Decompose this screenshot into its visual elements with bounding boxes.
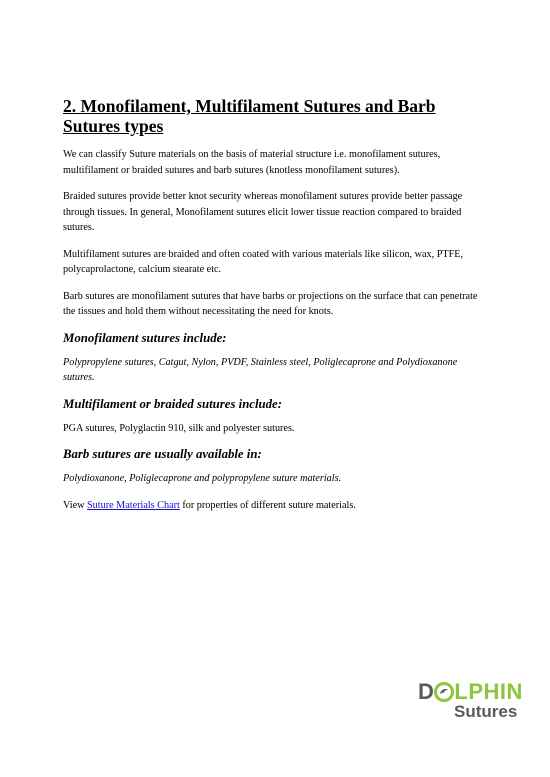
logo-letters-rest: LPHIN [454,679,523,704]
paragraph-braided-vs-mono: Braided sutures provide better knot security whereas monofilament sutures provide better passage through tissues. In general, Monofilament sutures elicit lower tissue reaction compared to braided sutures. [63,191,463,233]
dolphin-icon [434,682,454,702]
logo-letter-d: D [418,679,435,704]
section-heading-multifilament: Multifilament or braided sutures include: [63,396,282,411]
suture-materials-chart-link[interactable]: Suture Materials Chart [87,499,180,511]
document-content [63,96,489,524]
barb-list: Polydioxanone, Poliglecaprone and polypropylene suture materials. [63,473,342,484]
multifilament-list: PGA sutures, Polyglactin 910, silk and polyester sutures. [63,422,295,434]
paragraph-multifilament-coating: Multifilament sutures are braided and often coated with various materials like silicon, wax, PTFE, polycaprolactone, calcium stearate etc. [63,248,464,275]
dolphin-sutures-logo [418,679,523,728]
section-heading-barb: Barb sutures are usually available in: [63,447,262,461]
chart-reference-line [63,498,489,514]
paragraph-barb-sutures: Barb sutures are monofilament sutures that have barbs or projections on the surface that can penetrate the tissues and hold them without necessitating the need for knots. [63,290,478,317]
paragraph-classification: We can classify Suture materials on the basis of material structure i.e. monofilament sutures, multifilament or braided sutures and barb sutures (knotless monofilament sutures). [63,149,441,176]
monofilament-list: Polypropylene sutures, Catgut, Nylon, PVDF, Stainless steel, Poliglecaprone and Polydioxanone sutures. [63,356,458,383]
logo-wordmark-top [418,680,523,704]
section-heading-monofilament: Monofilament sutures include: [63,330,227,345]
logo-wordmark-bottom: Sutures [454,702,518,721]
chart-reference-prefix: View [63,499,88,511]
chart-reference-suffix: for properties of different suture materials. [179,499,356,511]
page-title: 2. Monofilament, Multifilament Sutures and Barb Sutures types [63,96,436,136]
